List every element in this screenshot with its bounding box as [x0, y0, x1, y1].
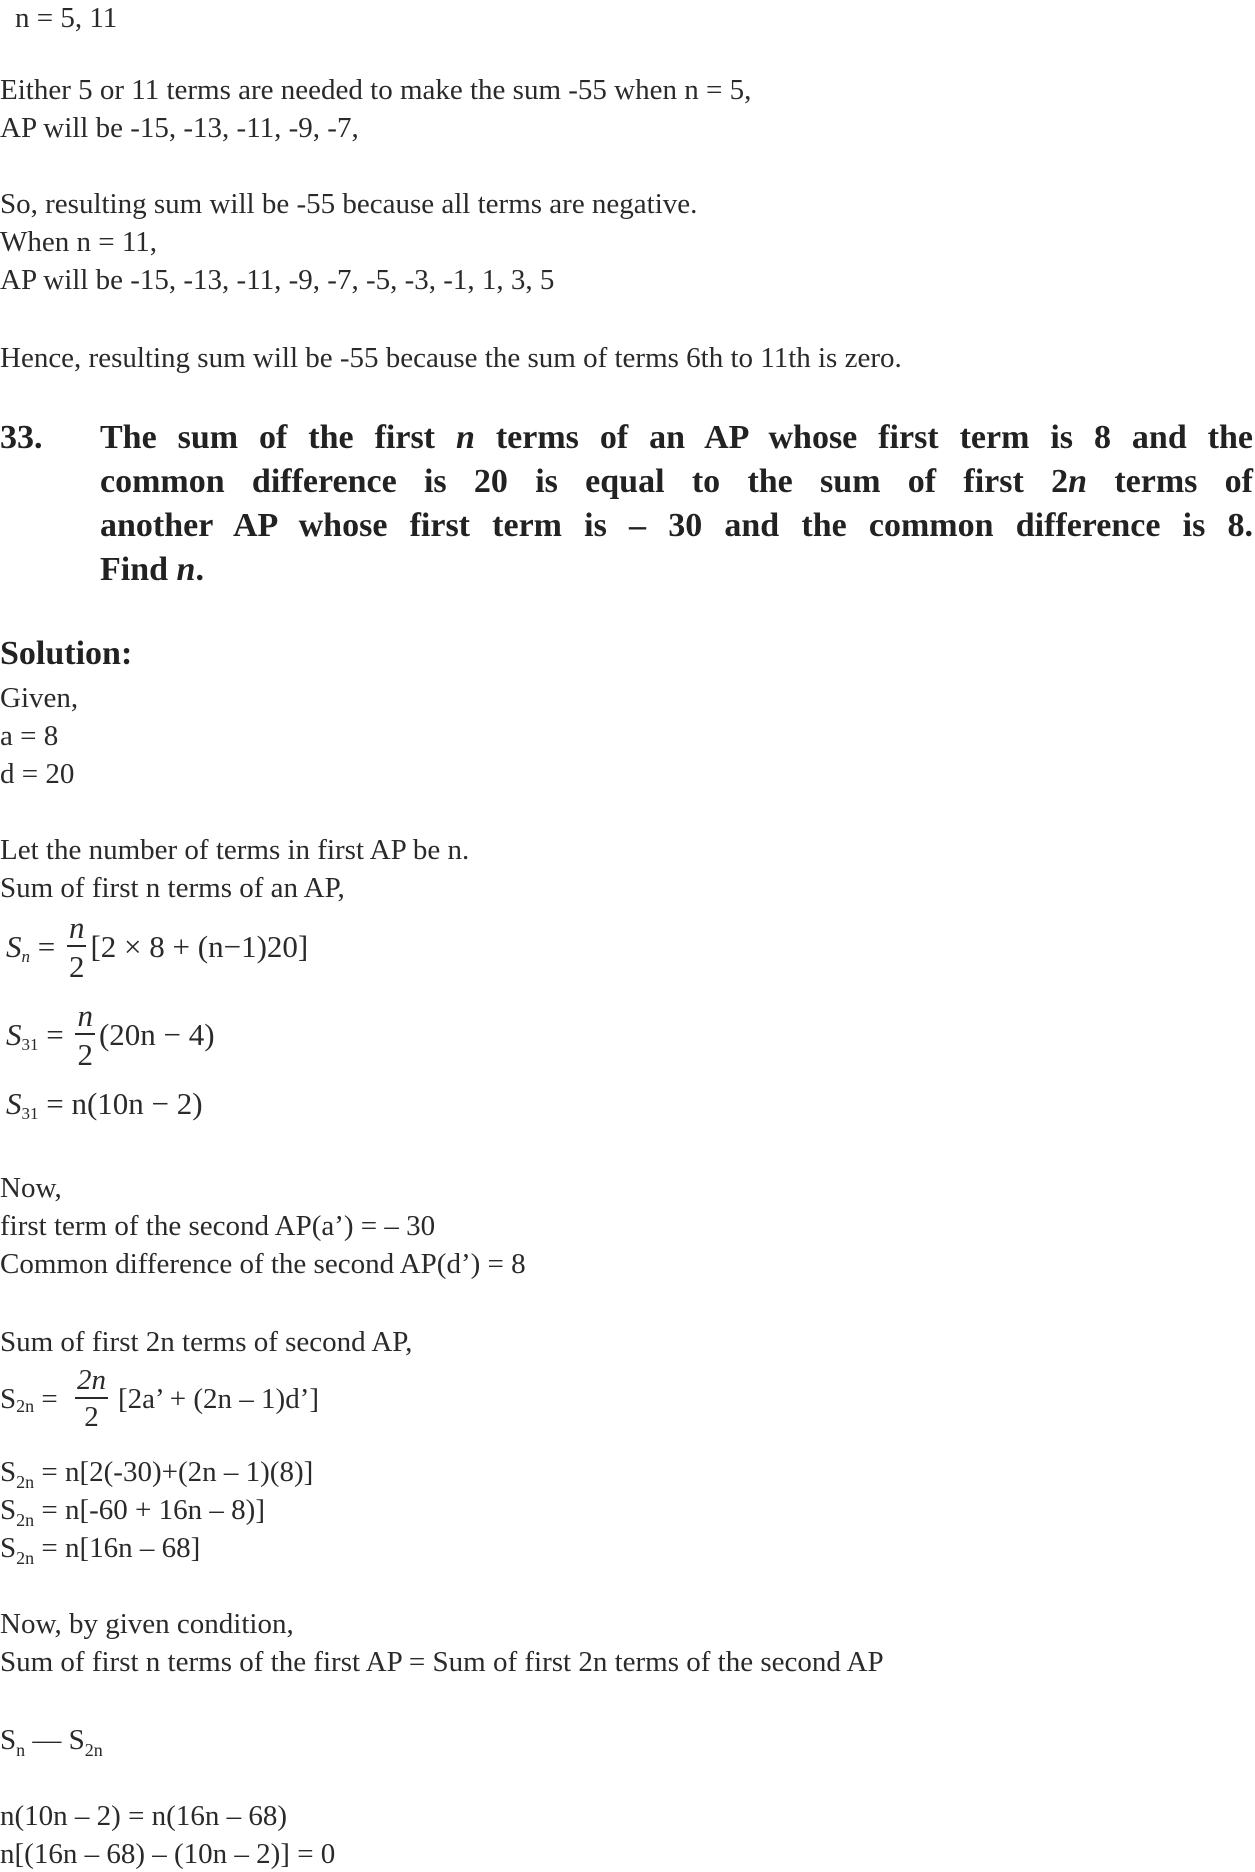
question-text [100, 416, 1253, 592]
prev-text-when: When n = 11, [0, 226, 158, 258]
equation-s2n-step1: $S_{2n} = n[2(-30)+(2n - 1)(8)]$ [0, 1456, 314, 1492]
solution-heading: Solution: [0, 635, 133, 672]
question-row-3: another AP whose first term is – 30 and the common difference is 8. [100, 507, 1253, 544]
equation-s31-b: S 31 = n(10n − 2) [6, 1086, 203, 1123]
now-label: Now, [0, 1172, 62, 1204]
equation-factor: n[(16n – 68) – (10n – 2)] = 0 [0, 1838, 336, 1870]
question-33 [0, 416, 1255, 596]
prev-ap-5: AP will be -15, -13, -11, -9, -7, [0, 112, 359, 144]
equation-equate: n(10n – 2) = n(16n – 68) [0, 1800, 287, 1832]
equation-s2n-step2: $S_{2n} = n[-60 + 16n - 8)$] [0, 1494, 265, 1530]
given-label: Given, [0, 682, 79, 714]
equation-s2n-step3: $S_{2n} = n[16n - 68]$ [0, 1532, 201, 1568]
condition-text: Sum of first n terms of the first AP = Sum of first 2n terms of the second AP [0, 1646, 884, 1678]
sum-2n-text: Sum of first 2n terms of second AP, [0, 1326, 413, 1358]
prev-result: n = 5, 11 [15, 2, 118, 34]
prev-ap-11: AP will be -15, -13, -11, -9, -7, -5, -3, -1, 1, 3, 5 [0, 264, 555, 296]
given-a: a = 8 [0, 720, 59, 752]
prev-text-hence: Hence, resulting sum will be -55 because the sum of terms 6th to 11th is zero. [0, 342, 902, 374]
now-condition: Now, by given condition, [0, 1608, 294, 1640]
given-d: d = 20 [0, 758, 75, 790]
first-term-second-ap: first term of the second AP(a’) = – 30 [0, 1210, 436, 1242]
question-row-2: common difference is 20 is equal to the sum of first 2n terms of [100, 463, 1253, 500]
prev-text-either: Either 5 or 11 terms are needed to make the sum -55 when n = 5, [0, 74, 752, 106]
common-diff-second-ap: Common difference of the second AP(d’) = 8 [0, 1248, 526, 1280]
sum-first-text: Sum of first n terms of an AP, [0, 872, 345, 904]
prev-text-so: So, resulting sum will be -55 because all terms are negative. [0, 188, 698, 220]
let-text: Let the number of terms in first AP be n. [0, 834, 470, 866]
equation-s2n-frac: S 2n = $\frac{2n}{2}$ [2a’ + (2n – 1)d’] [0, 1364, 320, 1433]
equation-sn: S n = $\frac{n}{2}$ [2 × 8 + (n−1)20] [6, 910, 309, 984]
equation-sn-s2n: $S_n$ — $S_{2n}$ [0, 1724, 103, 1760]
question-row-4: Find n. [100, 551, 204, 588]
question-number: 33. [0, 419, 43, 456]
equation-s31-a: S 31 = $\frac{n}{2}$ (20n − 4) [6, 998, 215, 1072]
question-row-1: The sum of the first n terms of an AP whose first term is 8 and the [100, 419, 1254, 456]
